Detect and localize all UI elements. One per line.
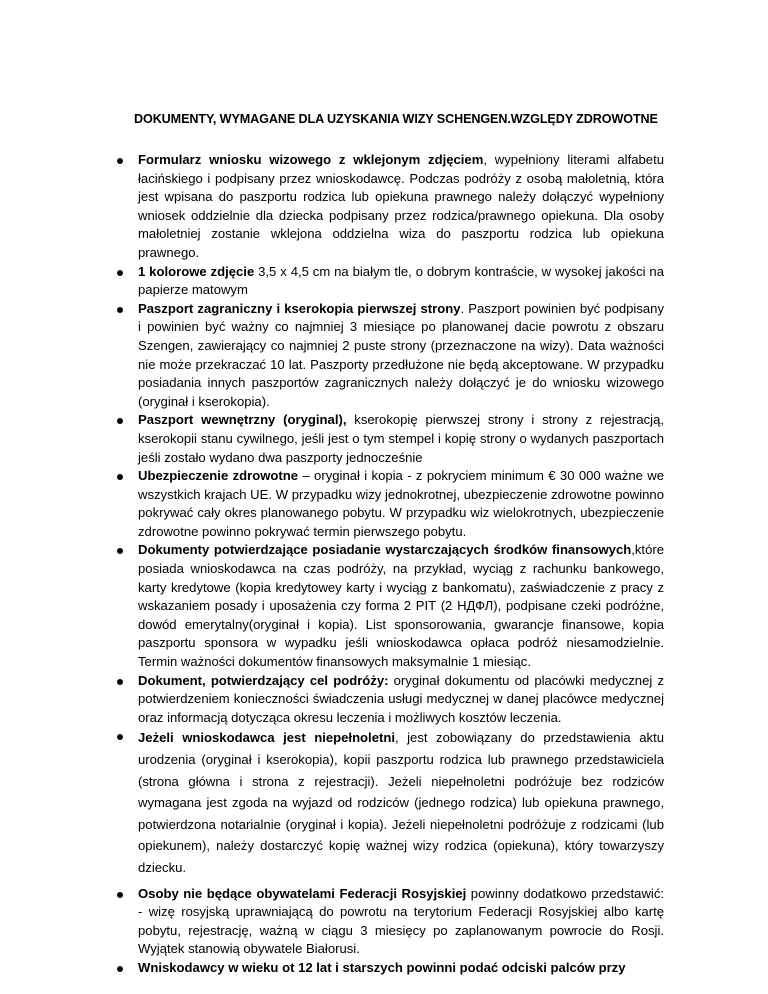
list-item <box>0 263 768 300</box>
list-item <box>0 467 768 541</box>
item-text: , wypełniony literami alfabetu łacińskiego i podpisany przez wnioskodawcę. Podczas podróży z osobą małoletnią, która jest wpisana do paszportu rodzica lub opiekuna prawnego należy dołączyć wypełniony wniosek oddzielnie dla dziecka podpisany przez rodzica/prawnego opiekuna. Dla osoby małoletniej zostanie wklejona oddzielna wiza do paszportu rodzica lub opiekuna prawnego. <box>138 152 664 260</box>
bullet-icon <box>117 474 123 480</box>
page-title: DOKUMENTY, WYMAGANE DLA UZYSKANIA WIZY SCHENGEN.WZGLĘDY ZDROWOTNE <box>134 112 658 126</box>
item-heading: Dokument, potwierdzający cel podróży: <box>138 672 389 688</box>
item-heading: Osoby nie będące obywatelami Federacji Rosyjskiej <box>138 885 467 901</box>
item-text: , jest zobowiązany do przedstawienia aktu urodzenia (oryginał i kserokopia), kopii paszportu rodzica lub prawnego przedstawiciela (strona główna i strona z rejestracji). Jeżeli niepełnoletni podróżuje bez rodziców wymagana jest zgoda na wyjazd od rodziców (jednego rodzica) lub opiekuna prawnego, potwierdzona notarialnie (oryginał i kopia). Jeżeli niepełnoletni podróżuje z rodzicami (lub opiekunem), należy dostarczyć kopię ważnej wizy rodzica (opiekuna), który towarzyszy dziecku. <box>138 730 664 875</box>
list-item <box>0 959 768 978</box>
item-text: 3,5 x 4,5 cm na białym tle, o dobrym kontraście, w wysokej jakości na papierze matowym <box>138 263 664 298</box>
bullet-icon <box>117 307 123 313</box>
bullet-icon <box>117 892 123 898</box>
item-heading: 1 kolorowe zdjęcie <box>138 263 255 279</box>
list-item <box>0 300 768 412</box>
item-heading: Paszport wewnętrzny (oryginal), <box>138 412 347 428</box>
item-text: – oryginał i kopia - z pokryciem minimum € 30 000 ważne we wszystkich krajach UE. W przypadku wizy jednokrotnej, ubezpieczenie zdrowotne powinno pokrywać cały okres planowanego pobytu. W przypadku wiz wielokrotnych, ubezpieczenie zdrowotne powinno pokrywać termin pierwszego pobytu. <box>138 468 664 539</box>
list-item <box>0 672 768 728</box>
list-item <box>0 727 768 878</box>
item-text: . Paszport powinien być podpisany i powinien być ważny co najmniej 3 miesiące po planowanej dacie powrotu z obszaru Szengen, zawierający co najmniej 2 puste strony (przeznaczone na wizy). Data ważności nie może przekraczać 10 lat. Paszporty przedłużone nie będą akceptowane. W przypadku posiadania innych paszportów zagranicznych należy dołączyć je do wniosku wizowego (oryginał i kserokopia). <box>138 300 664 409</box>
item-heading: Wniskodawcy w wieku ot 12 lat i starszych powinni podać odciski palców przy <box>138 959 626 975</box>
list-item <box>0 541 768 671</box>
item-heading: Paszport zagraniczny i kserokopia pierwszej strony <box>138 300 461 316</box>
item-heading: Ubezpieczenie zdrowotne <box>138 468 299 484</box>
bullet-icon <box>117 270 123 276</box>
bullet-icon <box>117 158 123 164</box>
list-item <box>0 885 768 959</box>
item-text: kserokopię pierwszej strony i strony z rejestracją, kserokopii stanu cywilnego, jeśli jest o tym stempel i kopię strony o wydanych paszportach jeśli zostało wydano dwa paszporty jednocześnie <box>138 412 664 465</box>
bullet-icon <box>117 966 123 972</box>
list-item <box>0 411 768 467</box>
item-text: powinny dodatkowo przedstawić: - wizę rosyjską uprawniającą do powrotu na terytorium Federacji Rosyjskiej albo kartę pobytu, rejestrację, ważną w ciągu 3 miesięcy po zaplanowanym powrocie do Rosji. Wyjątek stanowią obywatele Białorusi. <box>138 885 664 957</box>
item-text: ,które posiada wnioskodawca na czas podróży, na przykład, wyciąg z rachunku bankowego, karty kredytowe (kopia kredytowey karty i wyciąg z bankomatu), zaświadczenie z pracy z wskazaniem posady i uposażenia czy forma 2 PIT (2 НДФЛ), podpisane czeki podróżne, dowód emerytalny(oryginał i kopia). List sponsorowania, gwarancje finansowe, kopia paszportu sponsora w wypadku jeśli wnioskodawca opłaca podróż niesamodzielnie. Termin ważności dokumentów finansowych maksymalnie 1 miesiąc. <box>138 542 664 670</box>
bullet-icon <box>117 418 123 424</box>
bullet-icon <box>117 548 123 554</box>
item-heading: Dokumenty potwierdzające posiadanie wystarczających środków finansowych <box>138 542 632 558</box>
bullet-icon <box>117 679 123 685</box>
bullet-icon <box>117 734 123 740</box>
requirements-list <box>0 151 768 978</box>
item-heading: Formularz wniosku wizowego z wklejonym zdjęciem <box>138 152 484 167</box>
list-item <box>0 151 768 263</box>
item-heading: Jeżeli wnioskodawca jest niepełnoletni <box>138 730 395 746</box>
item-text: oryginał dokumentu od placówki medycznej z potwierdzeniem konieczności świadczenia usługi medycznej w danej placówce medycznej oraz informacją dotycząca okresu leczenia i możliwych kosztów leczenia. <box>138 672 664 725</box>
